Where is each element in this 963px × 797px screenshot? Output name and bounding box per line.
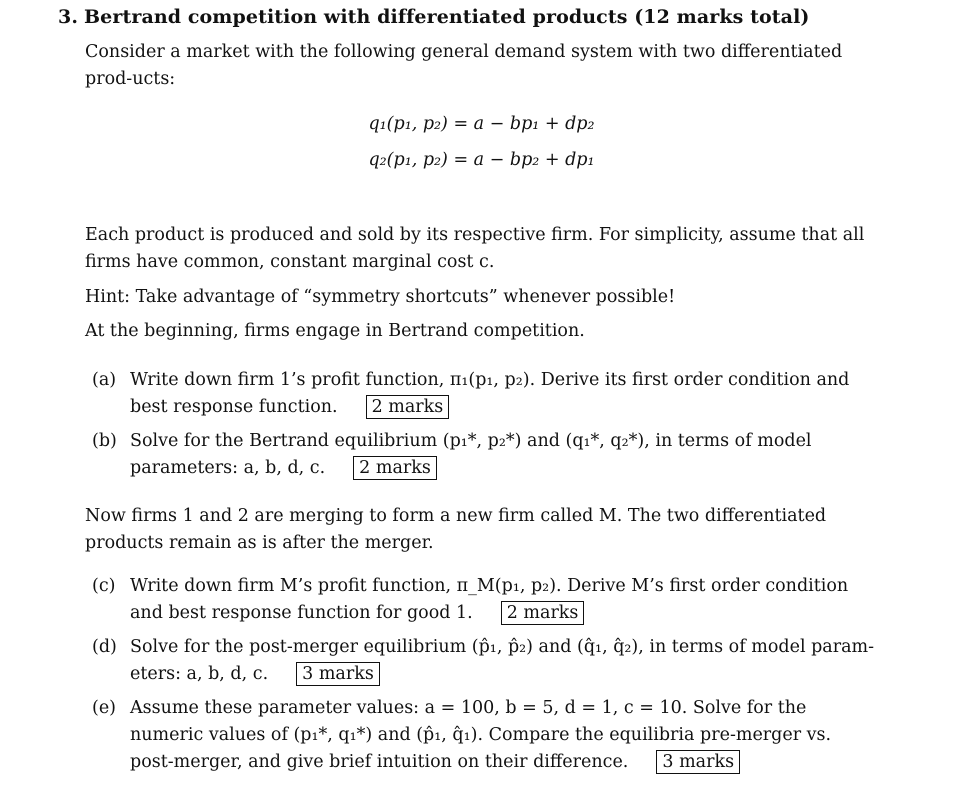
intro-paragraph: Consider a market with the following general demand system with two differentiated prod-ucts: [85, 42, 843, 89]
part-e-marks-badge: 3 marks [656, 750, 740, 774]
part-e [92, 695, 875, 776]
part-b-label: (b) [92, 431, 117, 451]
question-heading [58, 6, 810, 28]
question-title: Bertrand competition with differentiated products (12 marks total) [84, 6, 810, 28]
setup-paragraph: Each product is produced and sold by its respective firm. For simplicity, assume that all firms have common, constant marginal cost c. [85, 225, 865, 272]
part-e-label: (e) [92, 698, 117, 718]
demand-equation-1: q₁(p₁, p₂) = a − bp₁ + dp₂ [368, 114, 595, 134]
part-a-text: Write down firm 1’s profit function, π₁(p₁, p₂). Derive its first order condition and best response function. [130, 370, 850, 417]
merger-paragraph: Now firms 1 and 2 are merging to form a new firm called M. The two differentiated products remain as is after the merger. [85, 506, 827, 553]
part-c-text: Write down firm M’s profit function, π_M(p₁, p₂). Derive M’s first order condition and best response function for good 1. [130, 576, 849, 623]
question-number: 3. [58, 6, 79, 28]
part-e-text: Assume these parameter values: a = 100, b = 5, d = 1, c = 10. Solve for the numeric values of (p₁*, q₁*) and (p̂₁, q̂₁). Compare the equilibria pre-merger vs. post-merger, and give brief intuition on their difference. [130, 698, 832, 772]
part-d-marks-badge: 3 marks [296, 662, 380, 686]
part-c-label: (c) [92, 576, 116, 596]
demand-equations [0, 106, 963, 178]
part-b [92, 428, 875, 482]
demand-equation-2: q₂(p₁, p₂) = a − bp₂ + dp₁ [368, 150, 595, 170]
part-b-text: Solve for the Bertrand equilibrium (p₁*, p₂*) and (q₁*, q₂*), in terms of model parameters: a, b, d, c. [130, 431, 812, 478]
beginning-paragraph: At the beginning, firms engage in Bertrand competition. [85, 321, 585, 341]
part-b-marks-badge: 2 marks [353, 456, 437, 480]
part-a-marks-badge: 2 marks [366, 395, 450, 419]
part-d [92, 634, 875, 688]
hint-paragraph: Hint: Take advantage of “symmetry shortcuts” whenever possible! [85, 287, 676, 307]
part-d-text: Solve for the post-merger equilibrium (p̂₁, p̂₂) and (q̂₁, q̂₂), in terms of model param-eters: a, b, d, c. [130, 637, 875, 684]
part-a-label: (a) [92, 370, 117, 390]
part-c-marks-badge: 2 marks [501, 601, 585, 625]
part-c [92, 573, 875, 627]
part-d-label: (d) [92, 637, 117, 657]
part-a [92, 367, 875, 421]
